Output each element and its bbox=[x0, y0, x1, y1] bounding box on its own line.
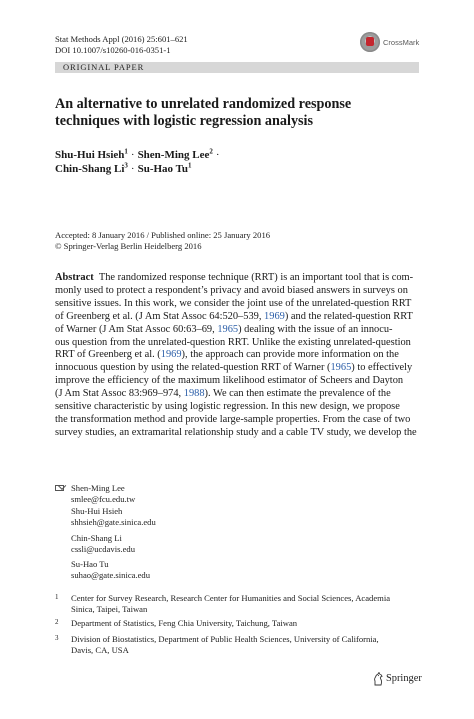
author-name[interactable]: Shu-Hui Hsieh bbox=[55, 149, 125, 161]
abstract-text: monly used to protect a respondent’s privacy and avoid biased answers in surveys on bbox=[55, 284, 408, 296]
contact-name: Chin-Shang Li bbox=[71, 533, 122, 543]
author-separator: · bbox=[130, 149, 135, 161]
affiliation-text: Division of Biostatistics, Department of Public Health Sciences, University of California, bbox=[71, 634, 379, 644]
contact-email-link[interactable]: cssli@ucdavis.edu bbox=[71, 544, 135, 554]
abstract-line bbox=[55, 388, 419, 401]
citation-link[interactable]: 1969 bbox=[160, 349, 182, 361]
abstract-line bbox=[55, 414, 419, 427]
journal-citation: Stat Methods Appl (2016) 25:601–621 bbox=[55, 34, 188, 44]
contact-email-link[interactable]: shhsieh@gate.sinica.edu bbox=[71, 517, 156, 527]
publication-dates: Accepted: 8 January 2016 / Published online: 25 January 2016 bbox=[55, 230, 271, 240]
abstract-line bbox=[55, 427, 419, 440]
abstract-text: ous question from the unrelated-question RRT. Unlike the existing unrelated-question bbox=[55, 336, 411, 348]
affiliation-number: 1 bbox=[55, 593, 59, 601]
abstract-label: Abstract bbox=[55, 272, 94, 283]
abstract-line bbox=[55, 324, 419, 337]
contact-email-link[interactable]: suhao@gate.sinica.edu bbox=[71, 570, 151, 580]
abstract-text: RRT of Greenberg et al. ( bbox=[55, 349, 161, 361]
affiliation-number: 2 bbox=[55, 618, 59, 626]
abstract-line bbox=[55, 311, 419, 324]
publisher-footer bbox=[372, 672, 424, 686]
author-separator: · bbox=[130, 163, 135, 175]
abstract-line bbox=[55, 337, 419, 350]
abstract-line bbox=[55, 362, 419, 375]
author-separator: · bbox=[215, 149, 220, 161]
crossmark-badge[interactable] bbox=[360, 32, 426, 52]
citation-link[interactable]: 1988 bbox=[183, 388, 205, 400]
abstract-text: sensitive characteristic by using logistic regression. In this new design, we propose bbox=[55, 401, 400, 412]
abstract-line bbox=[55, 401, 419, 414]
abstract-text: survey studies, an extramarital relationship study and a cable TV study, we develop the bbox=[55, 426, 417, 438]
author-name[interactable]: Chin-Shang Li bbox=[55, 163, 125, 175]
author-name[interactable]: Su-Hao Tu bbox=[137, 163, 189, 175]
contact-name: Shen-Ming Lee bbox=[71, 483, 125, 493]
springer-knight-icon bbox=[372, 672, 384, 686]
abstract-text: ) to effectively bbox=[351, 362, 413, 374]
abstract-text: of Greenberg et al. (J Am Stat Assoc 64:520–539, bbox=[55, 310, 265, 322]
abstract-text: ), the approach can provide more information on the bbox=[181, 349, 399, 361]
abstract-text: of Warner (J Am Stat Assoc 60:63–69, bbox=[55, 323, 218, 335]
affiliation-text: Sinica, Taipei, Taiwan bbox=[71, 604, 148, 614]
affiliation-text: Davis, CA, USA bbox=[71, 645, 129, 655]
abstract-text: sensitive issues. In this work, we consider the joint use of the unrelated-question RRT bbox=[55, 297, 412, 309]
abstract-line bbox=[55, 375, 419, 388]
crossmark-icon bbox=[360, 32, 380, 52]
contact-name: Su-Hao Tu bbox=[71, 559, 109, 569]
abstract-line bbox=[55, 298, 419, 311]
author-affiliation-mark: 3 bbox=[124, 161, 128, 170]
author-line-2 bbox=[55, 162, 425, 176]
affiliation-text: Department of Statistics, Feng Chia University, Taichung, Taiwan bbox=[71, 618, 298, 628]
email-envelope-icon bbox=[55, 485, 64, 491]
affiliation-text: Center for Survey Research, Research Center for Humanities and Social Sciences, Academia bbox=[71, 593, 391, 603]
abstract-text: The randomized response technique (RRT) is an important tool that is com- bbox=[98, 272, 414, 283]
paper-title-line-1: An alternative to unrelated randomized response bbox=[55, 96, 352, 112]
crossmark-label: CrossMark bbox=[383, 38, 420, 47]
citation-link[interactable]: 1969 bbox=[264, 310, 285, 322]
abstract-line bbox=[55, 272, 419, 285]
doi-link[interactable]: DOI 10.1007/s10260-016-0351-1 bbox=[55, 45, 171, 55]
contact-name: Shu-Hui Hsieh bbox=[71, 506, 123, 516]
paper-title-line-2: techniques with logistic regression analysis bbox=[55, 113, 314, 129]
contact-email-link[interactable]: smlee@fcu.edu.tw bbox=[71, 494, 136, 504]
author-line-1 bbox=[55, 148, 425, 162]
abstract-text: the transformation method and provide large-sample properties. From the case of two bbox=[55, 413, 411, 425]
author-affiliation-mark: 2 bbox=[209, 147, 213, 156]
abstract-text: (J Am Stat Assoc 83:969–974, bbox=[55, 388, 184, 400]
paper-type-label: ORIGINAL PAPER bbox=[63, 62, 145, 72]
author-affiliation-mark: 1 bbox=[188, 161, 192, 170]
abstract-text: innocuous question by using the related-question RRT of Warner ( bbox=[55, 362, 331, 374]
copyright-notice: © Springer-Verlag Berlin Heidelberg 2016 bbox=[55, 241, 202, 251]
affiliation-number: 3 bbox=[55, 634, 59, 642]
abstract-text: ). We can then estimate the prevalence of the bbox=[204, 388, 391, 400]
publisher-name: Springer bbox=[386, 673, 422, 684]
citation-link[interactable]: 1965 bbox=[217, 323, 239, 335]
citation-link[interactable]: 1965 bbox=[330, 362, 352, 374]
abstract-line bbox=[55, 285, 419, 298]
abstract-text: ) and the related-question RRT bbox=[284, 310, 413, 322]
author-affiliation-mark: 1 bbox=[124, 147, 128, 156]
abstract-text: ) dealing with the issue of an innocu- bbox=[238, 323, 393, 335]
abstract-text: improve the efficiency of the maximum likelihood estimator of Scheers and Dayton bbox=[55, 375, 404, 387]
author-name[interactable]: Shen-Ming Lee bbox=[137, 149, 210, 161]
abstract-line bbox=[55, 349, 419, 362]
